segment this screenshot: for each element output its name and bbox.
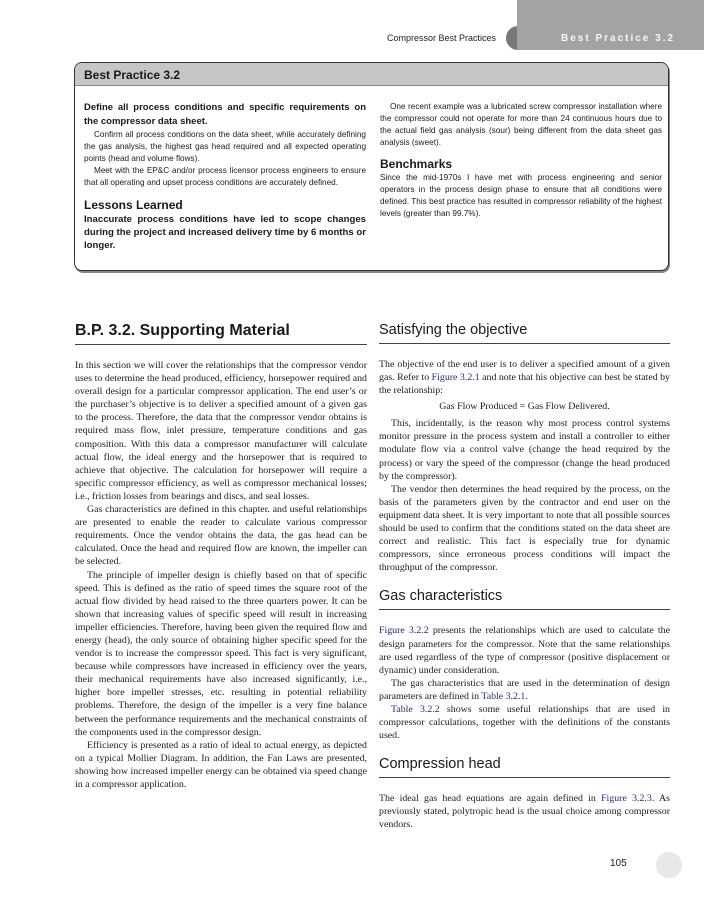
page-decorative-circle bbox=[656, 852, 682, 878]
header-tab bbox=[517, 0, 704, 50]
lessons-learned-heading: Lessons Learned bbox=[84, 198, 183, 212]
section-heading-satisfying-objective: Satisfying the objective bbox=[379, 322, 670, 344]
table-link[interactable]: Table 3.2.2 bbox=[391, 703, 440, 715]
paragraph: The objective of the end user is to deliver a specified amount of a given gas. Refer to Figure 3.2.1 and note that his objective can best be stated by the relationship: bbox=[379, 359, 670, 397]
lessons-learned-text: Inaccurate process conditions have led to scope changes during the project and increased delivery time by 6 months or longer. bbox=[84, 214, 366, 251]
header-tab-label: Best Practice 3.2 bbox=[561, 33, 676, 44]
table-link[interactable]: Table 3.2.1 bbox=[481, 690, 526, 702]
best-practice-right-column bbox=[380, 101, 662, 220]
paragraph: Efficiency is presented as a ratio of ideal to actual energy, as depicted on a typical Mollier Diagram. In addition, the Fan Laws are presented, showing how increased impeller energy can be obtained via speed change in a compressor application. bbox=[75, 739, 367, 790]
paragraph: Gas characteristics are defined in this chapter. and useful relationships are presented to enable the reader to calculate various compressor requirements. Once the vendor obtains the data, the gas head can be calculated. Once the head and required flow are known, the impeller can be selected. bbox=[75, 504, 367, 568]
paragraph: Figure 3.2.2 presents the relationships which are used to calculate the design parameters for the compressor. Note that the same relationships are used regardless of the type of compressor (positive displacement or dynamic) under consideration. bbox=[379, 625, 670, 676]
paragraph: Table 3.2.2 shows some useful relationships that are used in compressor calculations, together with the definitions of the constants used. bbox=[379, 703, 670, 742]
figure-link[interactable]: Figure 3.2.2 bbox=[379, 625, 429, 637]
page-number: 105 bbox=[610, 858, 627, 869]
paragraph: This, incidentally, is the reason why most process control systems monitor pressure in the process system and install a controller to either modulate flow via a control valve (change the head required by the process) or vary the speed of the compressor (change the head produced by the compressor). bbox=[379, 418, 670, 482]
right-column bbox=[379, 322, 670, 832]
running-header-title: Compressor Best Practices bbox=[386, 33, 496, 43]
paragraph: The gas characteristics that are used in the determination of design parameters are defined in Table 3.2.1. bbox=[379, 677, 670, 702]
section-heading-compression-head: Compression head bbox=[379, 756, 670, 778]
best-practice-title: Best Practice 3.2 bbox=[84, 68, 181, 82]
best-practice-box bbox=[74, 62, 669, 271]
section-heading-gas-characteristics: Gas characteristics bbox=[379, 588, 670, 610]
equation: Gas Flow Produced = Gas Flow Delivered. bbox=[439, 401, 610, 413]
benchmarks-text: Since the mid-1970s I have met with process engineering and senior operators in the process design phase to ensure that all conditions were defined. This best practice has resulted in compressor reliability of the highest levels (greater than 99.7%). bbox=[380, 173, 662, 218]
best-practice-left-column bbox=[84, 101, 366, 252]
best-practice-para-2: Meet with the EP&C and/or process licensor process engineers to ensure that all operating and upset process conditions are accurately defined. bbox=[84, 166, 366, 187]
best-practice-example: One recent example was a lubricated screw compressor installation where the compressor could not operate for more than 24 continuous hours due to the actual field gas analysis (sour) being different from the data sheet gas analysis (sweet). bbox=[380, 102, 662, 147]
paragraph: The ideal gas head equations are again defined in Figure 3.2.3. As previously stated, polytropic head is the usual choice among compressor vendors. bbox=[379, 793, 670, 831]
left-column bbox=[75, 322, 367, 791]
best-practice-para-1: Confirm all process conditions on the data sheet, while accurately defining the gas analysis, the highest gas head required and all expected operating points (head and volume flows). bbox=[84, 130, 366, 163]
paragraph: In this section we will cover the relationships that the compressor vendor uses to determine the head produced, efficiency, horsepower required and overall design for a particular compressor application. The end user’s or the purchaser’s objective is to deliver a specified amount of a given gas to the process. Therefore, the data that the compressor vendor obtains is required mass flow, inlet pressure, temperature conditions and gas composition. With this data a compressor manufacturer will calculate actual flow, the ideal energy and the horsepower that is required to achieve that objective. The calculation for horsepower will require a specific compressor efficiency, as well as compressor mechanical losses; i.e., friction losses from bearings and discs, and seal losses. bbox=[75, 360, 367, 502]
best-practice-lead: Define all process conditions and specific requirements on the compressor data sheet. bbox=[84, 102, 366, 127]
figure-link[interactable]: Figure 3.2.3 bbox=[601, 793, 652, 805]
figure-link[interactable]: Figure 3.2.1 bbox=[431, 372, 480, 384]
paragraph: The principle of impeller design is chiefly based on that of specific speed. This is defined as the ratio of speed times the square root of the actual flow divided by head raised to the three quarters power. It can be shown that increasing values of specific speed will result in increasing impeller efficiencies. Therefore, having been given the required flow and energy (head), the only source of obtaining higher specific speed for the vendor is to increase the compressor speed. This fact is very significant, because while compressors have increased in efficiency over the years, their mechanical requirements have also increased significantly, i.e., higher bore impeller stresses, etc. resulting in potential reliability problems. Therefore, the design of the impeller is a very fine balance between the performance requirements and the mechanical constraints of the components used in the compressor design. bbox=[75, 569, 367, 738]
supporting-material-heading: B.P. 3.2. Supporting Material bbox=[75, 322, 367, 345]
benchmarks-heading: Benchmarks bbox=[380, 157, 453, 171]
paragraph: The vendor then determines the head required by the process, on the basis of the parameters given by the contractor and end user on the equipment data sheet. It is very important to note that all possible sources should be used to confirm that the conditions stated on the data sheet are correct and realistic. This fact is especially true for dynamic compressors, since erroneous process conditions will impact the throughput of the compressor. bbox=[379, 483, 670, 574]
